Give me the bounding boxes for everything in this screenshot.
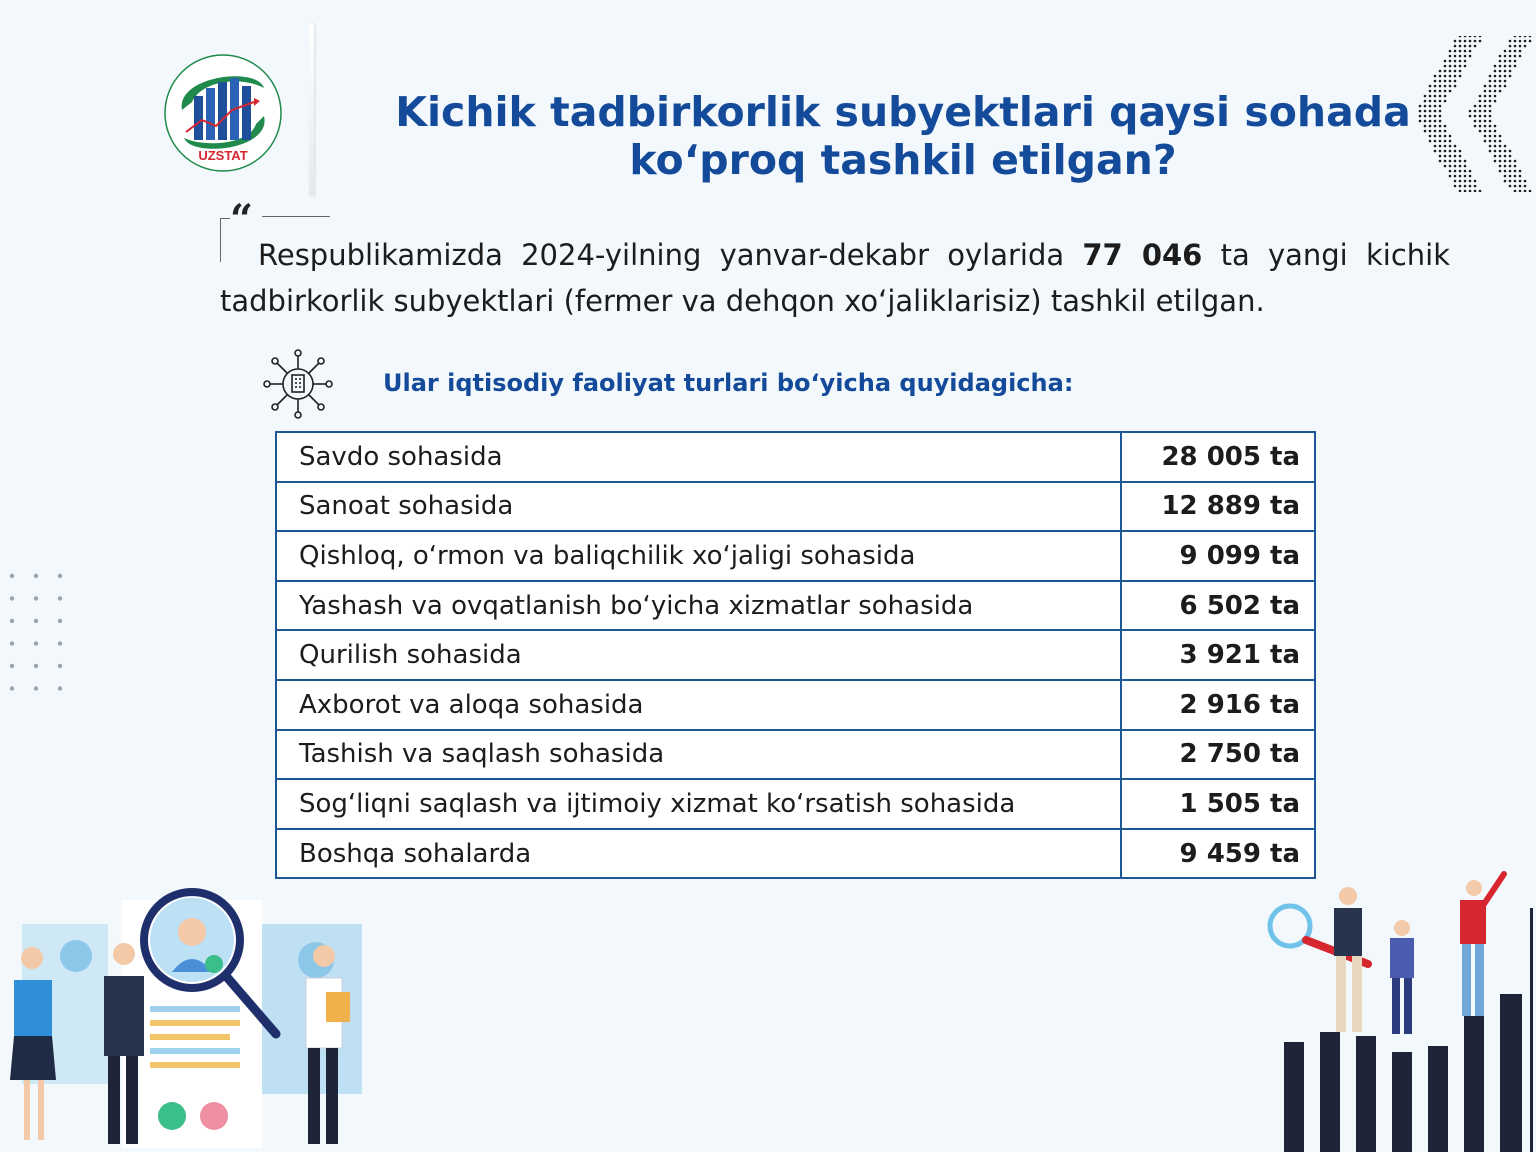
sector-count: 12 889 ta [1121, 482, 1315, 532]
sector-label: Tashish va saqlash sohasida [276, 730, 1121, 780]
sector-count: 1 505 ta [1121, 779, 1315, 829]
sector-label: Savdo sohasida [276, 432, 1121, 482]
sector-label: Qurilish sohasida [276, 630, 1121, 680]
sector-count: 9 099 ta [1121, 531, 1315, 581]
quote-icon: “ [230, 196, 254, 243]
table-row [276, 432, 1315, 482]
recruitment-illustration [0, 880, 380, 1152]
sector-count: 2 750 ta [1121, 730, 1315, 780]
sector-label: Boshqa sohalarda [276, 829, 1121, 879]
table-row [276, 779, 1315, 829]
table-row [276, 581, 1315, 631]
sector-count: 6 502 ta [1121, 581, 1315, 631]
quote-bracket [220, 218, 230, 219]
table-row [276, 531, 1315, 581]
sector-label: Yashash va ovqatlanish bo‘yicha xizmatlar sohasida [276, 581, 1121, 631]
table-row [276, 730, 1315, 780]
uzstat-logo [162, 54, 284, 172]
quote-divider [262, 216, 330, 217]
table-row [276, 630, 1315, 680]
intro-paragraph: Respublikamizda 2024-yilning yanvar-dekabr oylarida 77 046 ta yangi kichik tadbirkorlik subyektlari (fermer va dehqon xo‘jaliklarisiz) tashkil etilgan. [220, 238, 1450, 318]
logo-divider [309, 24, 314, 196]
sector-count: 3 921 ta [1121, 630, 1315, 680]
table-row [276, 680, 1315, 730]
activity-table [275, 431, 1316, 879]
sector-label: Axborot va aloqa sohasida [276, 680, 1121, 730]
sector-label: Qishloq, o‘rmon va baliqchilik xo‘jaligi sohasida [276, 531, 1121, 581]
sector-label: Sanoat sohasida [276, 482, 1121, 532]
sector-count: 9 459 ta [1121, 829, 1315, 879]
network-building-icon [262, 348, 334, 420]
sector-count: 28 005 ta [1121, 432, 1315, 482]
halftone-decoration [1400, 36, 1536, 192]
growth-chart-illustration [1260, 860, 1536, 1152]
total-count: 77 046 [1082, 238, 1203, 272]
svg-text:UZSTAT: UZSTAT [198, 148, 248, 163]
table-row [276, 482, 1315, 532]
section-subheading: Ular iqtisodiy faoliyat turlari bo‘yicha quyidagicha: [383, 369, 1074, 397]
dots-decoration [8, 572, 64, 694]
page-title: Kichik tadbirkorlik subyektlari qaysi sohada ko‘proq tashkil etilgan? [395, 88, 1411, 184]
sector-label: Sog‘liqni saqlash va ijtimoiy xizmat ko‘rsatish sohasida [276, 779, 1121, 829]
sector-count: 2 916 ta [1121, 680, 1315, 730]
table-row [276, 829, 1315, 879]
